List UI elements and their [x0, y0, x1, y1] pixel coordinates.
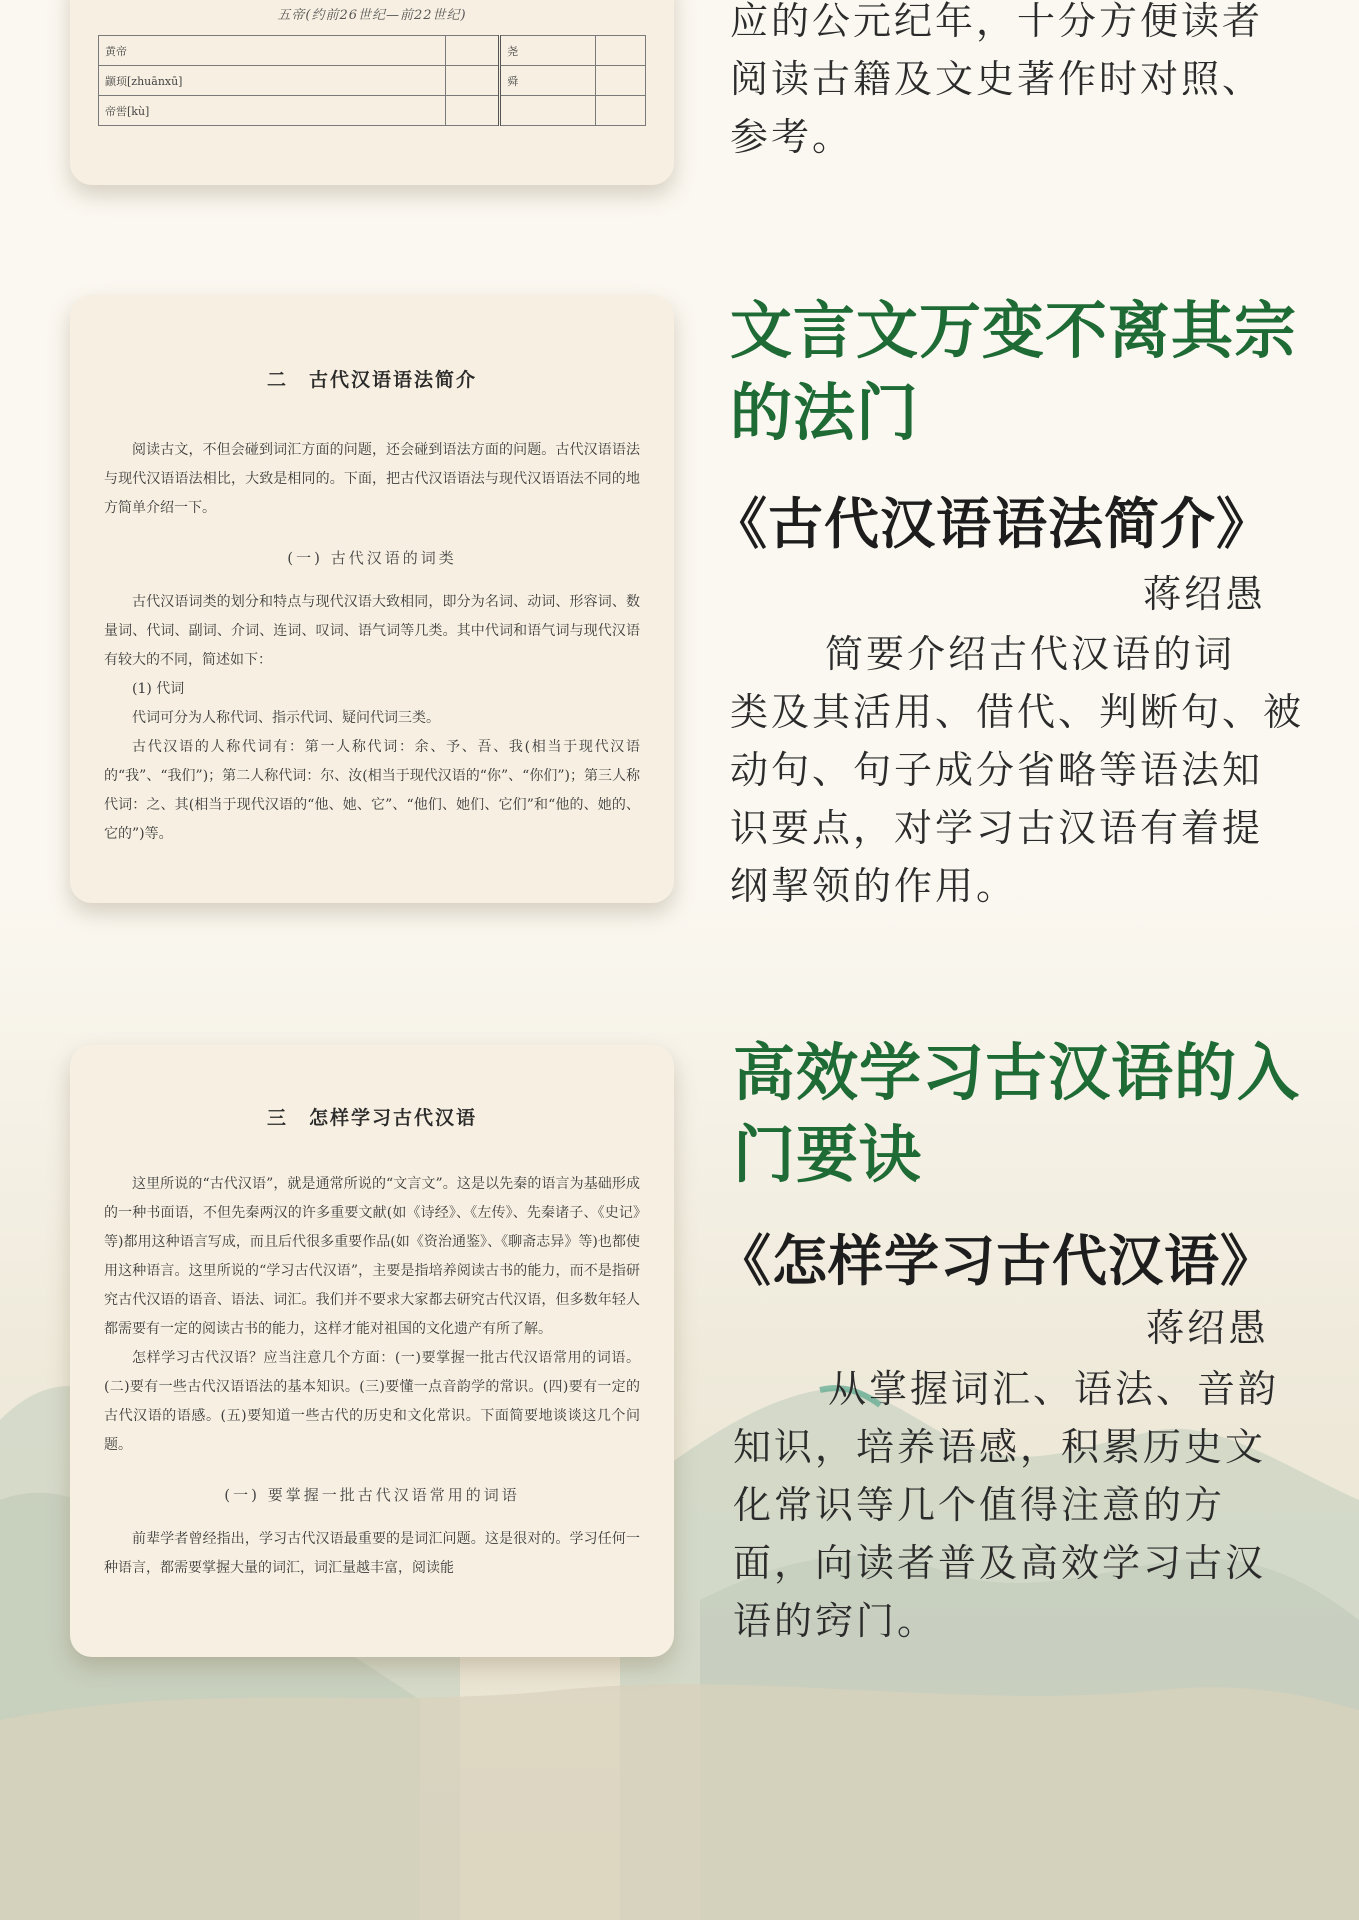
table-cell: 舜: [500, 66, 596, 96]
top-description: [730, 0, 1350, 166]
title-line: 高效学习古汉语的入: [733, 1036, 1301, 1109]
desc-line: 化常识等几个值得注意的方: [733, 1483, 1226, 1527]
section2-author: 蒋绍愚: [1142, 572, 1266, 616]
section3-author: 蒋绍愚: [1145, 1306, 1269, 1350]
page-paragraph: 古代汉语词类的划分和特点与现代汉语大致相同，即分为名词、动词、形容词、数量词、代词、副词、介词、连词、叹词、语气词等几类。其中代词和语气词与现代汉语有较大的不同，简述如下：: [104, 594, 640, 668]
dynasty-table: [98, 35, 646, 126]
page-heading: 三 怎样学习古代汉语: [266, 1107, 477, 1129]
desc-line: 阅读古籍及文史著作时对照、: [730, 57, 1264, 101]
section3-description: [733, 1360, 1353, 1650]
page-heading: 二 古代汉语语法简介: [266, 369, 477, 391]
table-cell: [596, 66, 646, 96]
desc-line: 语的窍门。: [733, 1599, 939, 1643]
desc-line: 知识，培养语感，积累历史文: [733, 1425, 1267, 1469]
table-cell: 帝喾[kù]: [99, 96, 446, 126]
desc-line: 应的公元纪年，十分方便读者: [730, 0, 1264, 43]
table-cell: 黄帝: [99, 36, 446, 66]
table-cell: [446, 66, 500, 96]
table-cell: [500, 96, 596, 126]
table-cell: [446, 96, 500, 126]
desc-line: 类及其活用、借代、判断句、被: [730, 690, 1305, 734]
title-line: 的法门: [730, 376, 920, 449]
desc-line: 参考。: [730, 115, 854, 159]
book-page-card-table: [70, 0, 674, 185]
desc-line: 纲挈领的作用。: [730, 864, 1018, 908]
section2-green-title: [730, 290, 1350, 454]
page-paragraph: 前辈学者曾经指出，学习古代汉语最重要的是词汇问题。这是很对的。学习任何一种语言，都需要掌握大量的词汇，词汇量越丰富，阅读能: [104, 1531, 640, 1576]
table-cell: 尧: [500, 36, 596, 66]
section2-description: [730, 625, 1350, 915]
section3-book-title: 《怎样学习古代汉语》: [716, 1229, 1277, 1293]
page-paragraph: 古代汉语的人称代词有：第一人称代词：余、予、吾、我(相当于现代汉语的“我”、“我们”)；第二人称代词：尔、汝(相当于现代汉语的“你”、“你们”)；第三人称代词：之、其(相当于现代汉语的“他、她、它”、“他们、她们、它们”和“他的、她的、它的”)等。: [104, 739, 640, 842]
page-paragraph: 代词可分为人称代词、指示代词、疑问代词三类。: [132, 710, 440, 726]
book-page-card-grammar: [70, 295, 674, 903]
table-cell: [446, 36, 500, 66]
table-cell: [596, 36, 646, 66]
table-cell: 颛顼[zhuānxū]: [99, 66, 446, 96]
page-subheading: (一) 古代汉语的词类: [287, 549, 457, 567]
desc-line: 识要点，对学习古汉语有着提: [730, 806, 1264, 850]
desc-line: 面，向读者普及高效学习古汉: [733, 1541, 1267, 1585]
desc-line: 从掌握词汇、语法、音韵: [828, 1367, 1280, 1411]
desc-line: 动句、句子成分省略等语法知: [730, 748, 1264, 792]
table-cell: [596, 96, 646, 126]
section3-green-title: [733, 1032, 1353, 1196]
page-paragraph: (1) 代词: [132, 681, 185, 697]
page-subheading: (一) 要掌握一批古代汉语常用的词语: [224, 1486, 520, 1504]
book-page-card-study: [70, 1045, 674, 1657]
page-paragraph: 这里所说的“古代汉语”，就是通常所说的“文言文”。这是以先秦的语言为基础形成的一种书面语，不但先秦两汉的许多重要文献(如《诗经》、《左传》、先秦诸子、《史记》等)都用这种语言写成，而且后代很多重要作品(如《资治通鉴》、《聊斋志异》等)也都使用这种语言。这里所说的“学习古代汉语”，主要是指培养阅读古书的能力，而不是指研究古代汉语的语音、语法、词汇。我们并不要求大家都去研究古代汉语，但多数年轻人都需要有一定的阅读古书的能力，这样才能对祖国的文化遗产有所了解。: [104, 1176, 640, 1337]
desc-line: 简要介绍古代汉语的词: [825, 632, 1236, 676]
title-line: 文言文万变不离其宗: [730, 294, 1298, 367]
section2-book-title: 《古代汉语语法简介》: [712, 492, 1273, 556]
page-paragraph: 阅读古文，不但会碰到词汇方面的问题，还会碰到语法方面的问题。古代汉语语法与现代汉语语法相比，大致是相同的。下面，把古代汉语语法与现代汉语语法不同的地方简单介绍一下。: [104, 442, 640, 516]
title-line: 门要诀: [733, 1118, 923, 1191]
page-paragraph: 怎样学习古代汉语？应当注意几个方面：(一)要掌握一批古代汉语常用的词语。(二)要有一些古代汉语语法的基本知识。(三)要懂一点音韵学的常识。(四)要有一定的古代汉语的语感。(五)要知道一些古代的历史和文化常识。下面简要地谈谈这几个问题。: [104, 1350, 640, 1453]
table-caption: 五帝(约前26世纪—前22世纪): [277, 8, 467, 23]
